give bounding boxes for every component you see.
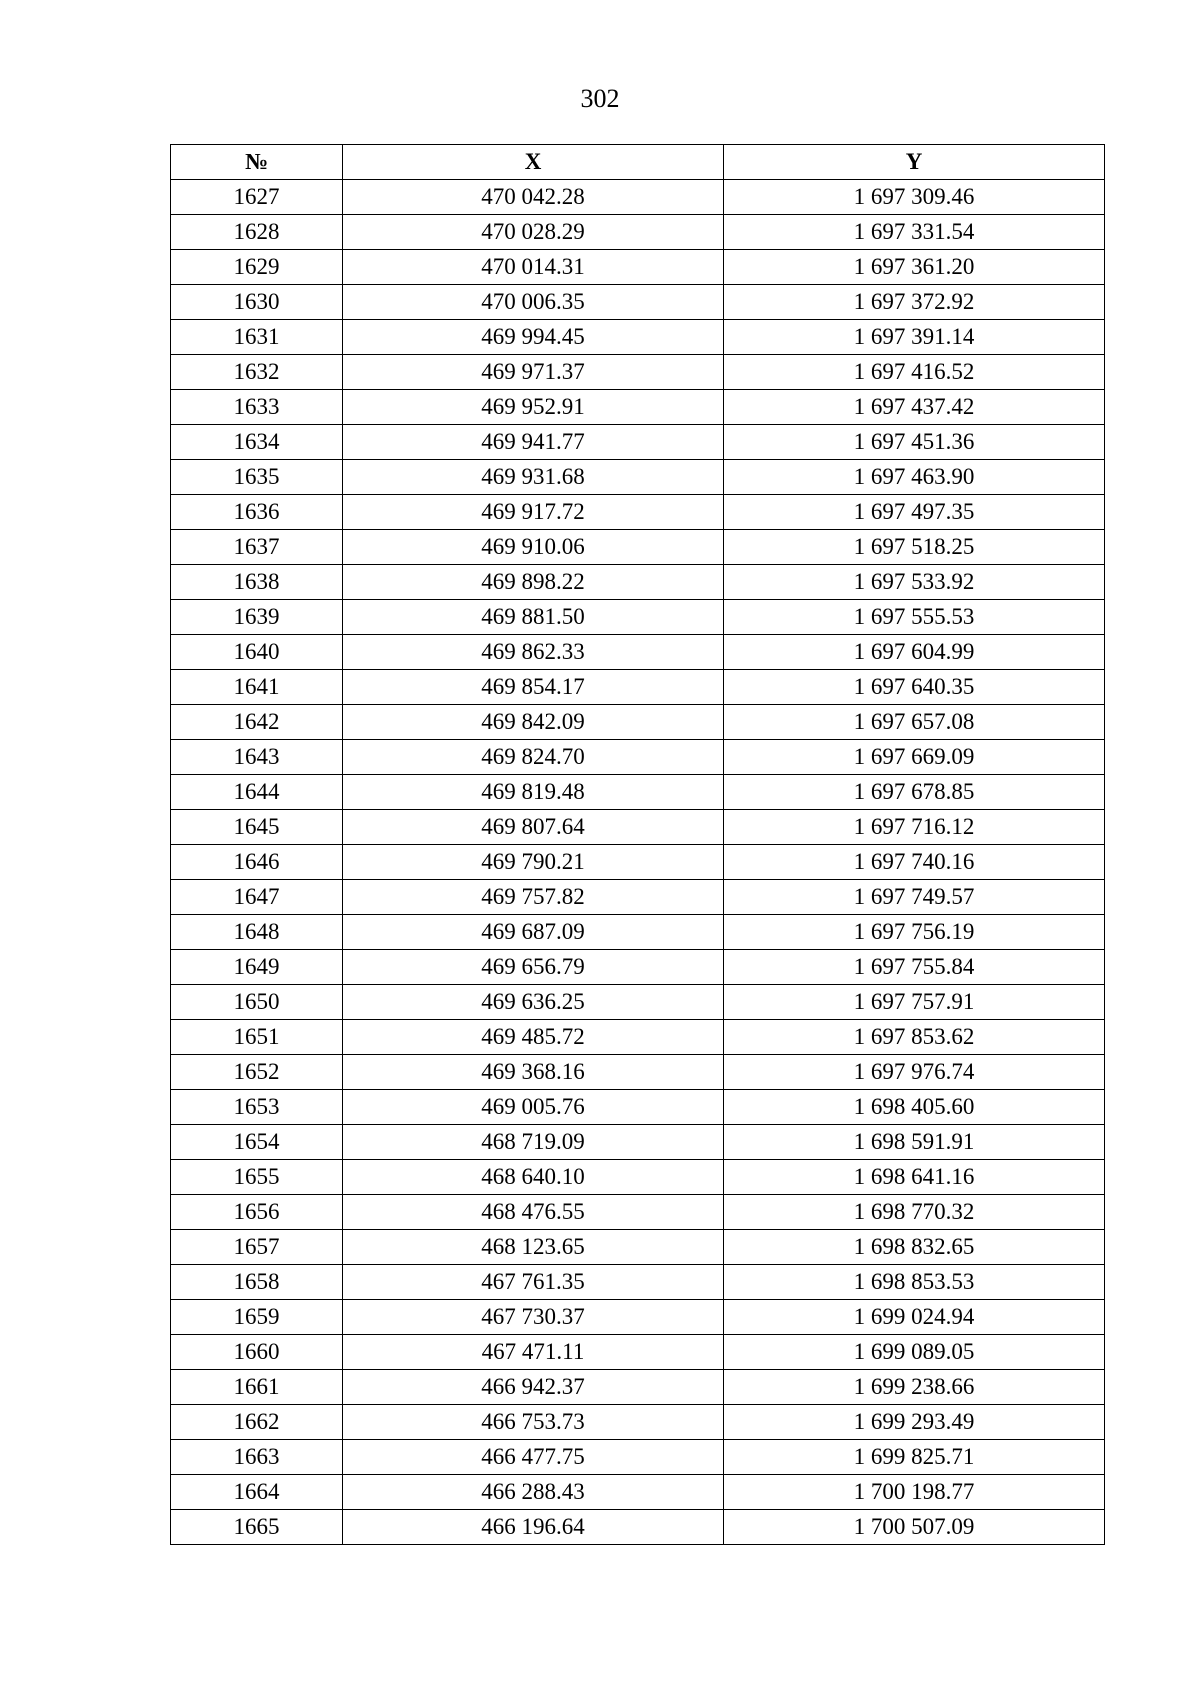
x-coordinate-cell: 469 368.16 (343, 1055, 724, 1090)
point-number-cell: 1654 (171, 1125, 343, 1160)
y-coordinate-cell: 1 697 757.91 (724, 985, 1105, 1020)
y-coordinate-cell: 1 697 451.36 (724, 425, 1105, 460)
table-row (171, 1300, 1105, 1335)
point-number-cell: 1659 (171, 1300, 343, 1335)
x-coordinate-cell: 469 898.22 (343, 565, 724, 600)
table-row (171, 880, 1105, 915)
x-coordinate-cell: 469 994.45 (343, 320, 724, 355)
y-coordinate-cell: 1 699 293.49 (724, 1405, 1105, 1440)
x-coordinate-cell: 469 854.17 (343, 670, 724, 705)
point-number-cell: 1633 (171, 390, 343, 425)
point-number-cell: 1630 (171, 285, 343, 320)
table-row (171, 495, 1105, 530)
y-coordinate-cell: 1 697 853.62 (724, 1020, 1105, 1055)
y-coordinate-cell: 1 697 749.57 (724, 880, 1105, 915)
table-row (171, 460, 1105, 495)
point-number-cell: 1658 (171, 1265, 343, 1300)
point-number-cell: 1650 (171, 985, 343, 1020)
y-coordinate-cell: 1 697 604.99 (724, 635, 1105, 670)
table-row (171, 845, 1105, 880)
point-number-cell: 1640 (171, 635, 343, 670)
point-number-cell: 1632 (171, 355, 343, 390)
x-coordinate-cell: 470 028.29 (343, 215, 724, 250)
x-coordinate-cell: 466 196.64 (343, 1510, 724, 1545)
y-coordinate-cell: 1 698 832.65 (724, 1230, 1105, 1265)
table-row (171, 285, 1105, 320)
x-coordinate-cell: 469 656.79 (343, 950, 724, 985)
y-coordinate-cell: 1 697 640.35 (724, 670, 1105, 705)
point-number-cell: 1660 (171, 1335, 343, 1370)
point-number-cell: 1655 (171, 1160, 343, 1195)
point-number-cell: 1638 (171, 565, 343, 600)
y-coordinate-cell: 1 697 756.19 (724, 915, 1105, 950)
table-row (171, 530, 1105, 565)
point-number-cell: 1657 (171, 1230, 343, 1265)
x-coordinate-cell: 469 931.68 (343, 460, 724, 495)
point-number-cell: 1651 (171, 1020, 343, 1055)
y-coordinate-cell: 1 698 770.32 (724, 1195, 1105, 1230)
point-number-cell: 1636 (171, 495, 343, 530)
table-row (171, 355, 1105, 390)
y-coordinate-cell: 1 697 331.54 (724, 215, 1105, 250)
table-row (171, 1020, 1105, 1055)
table-row (171, 775, 1105, 810)
point-number-cell: 1653 (171, 1090, 343, 1125)
point-number-cell: 1665 (171, 1510, 343, 1545)
table-row (171, 215, 1105, 250)
header-x: X (343, 145, 724, 180)
y-coordinate-cell: 1 697 976.74 (724, 1055, 1105, 1090)
x-coordinate-cell: 467 730.37 (343, 1300, 724, 1335)
x-coordinate-cell: 469 757.82 (343, 880, 724, 915)
table-row (171, 250, 1105, 285)
point-number-cell: 1652 (171, 1055, 343, 1090)
point-number-cell: 1644 (171, 775, 343, 810)
table-row (171, 180, 1105, 215)
point-number-cell: 1662 (171, 1405, 343, 1440)
table-row (171, 1160, 1105, 1195)
x-coordinate-cell: 466 942.37 (343, 1370, 724, 1405)
table-row (171, 985, 1105, 1020)
point-number-cell: 1631 (171, 320, 343, 355)
table-row (171, 915, 1105, 950)
table-row (171, 1475, 1105, 1510)
y-coordinate-cell: 1 697 416.52 (724, 355, 1105, 390)
header-number: № (171, 145, 343, 180)
y-coordinate-cell: 1 697 669.09 (724, 740, 1105, 775)
table-row (171, 1125, 1105, 1160)
y-coordinate-cell: 1 697 309.46 (724, 180, 1105, 215)
table-row (171, 635, 1105, 670)
x-coordinate-cell: 469 842.09 (343, 705, 724, 740)
table-row (171, 950, 1105, 985)
y-coordinate-cell: 1 697 755.84 (724, 950, 1105, 985)
y-coordinate-cell: 1 697 518.25 (724, 530, 1105, 565)
x-coordinate-cell: 469 971.37 (343, 355, 724, 390)
x-coordinate-cell: 469 952.91 (343, 390, 724, 425)
x-coordinate-cell: 470 014.31 (343, 250, 724, 285)
y-coordinate-cell: 1 697 361.20 (724, 250, 1105, 285)
point-number-cell: 1645 (171, 810, 343, 845)
table-row (171, 670, 1105, 705)
point-number-cell: 1643 (171, 740, 343, 775)
point-number-cell: 1637 (171, 530, 343, 565)
table-row (171, 1230, 1105, 1265)
table-row (171, 425, 1105, 460)
y-coordinate-cell: 1 697 716.12 (724, 810, 1105, 845)
x-coordinate-cell: 469 790.21 (343, 845, 724, 880)
x-coordinate-cell: 469 807.64 (343, 810, 724, 845)
y-coordinate-cell: 1 698 853.53 (724, 1265, 1105, 1300)
x-coordinate-cell: 469 819.48 (343, 775, 724, 810)
y-coordinate-cell: 1 700 507.09 (724, 1510, 1105, 1545)
y-coordinate-cell: 1 697 740.16 (724, 845, 1105, 880)
header-y: Y (724, 145, 1105, 180)
table-header (171, 145, 1105, 180)
table-header-row (171, 145, 1105, 180)
x-coordinate-cell: 469 005.76 (343, 1090, 724, 1125)
x-coordinate-cell: 469 862.33 (343, 635, 724, 670)
table-row (171, 810, 1105, 845)
point-number-cell: 1647 (171, 880, 343, 915)
y-coordinate-cell: 1 698 641.16 (724, 1160, 1105, 1195)
point-number-cell: 1663 (171, 1440, 343, 1475)
point-number-cell: 1646 (171, 845, 343, 880)
point-number-cell: 1641 (171, 670, 343, 705)
y-coordinate-cell: 1 697 657.08 (724, 705, 1105, 740)
point-number-cell: 1628 (171, 215, 343, 250)
x-coordinate-cell: 469 881.50 (343, 600, 724, 635)
table-row (171, 600, 1105, 635)
x-coordinate-cell: 469 636.25 (343, 985, 724, 1020)
table-row (171, 705, 1105, 740)
table-body (171, 180, 1105, 1545)
table-row (171, 320, 1105, 355)
x-coordinate-cell: 470 042.28 (343, 180, 724, 215)
table-row (171, 1055, 1105, 1090)
x-coordinate-cell: 466 288.43 (343, 1475, 724, 1510)
point-number-cell: 1656 (171, 1195, 343, 1230)
x-coordinate-cell: 469 917.72 (343, 495, 724, 530)
y-coordinate-cell: 1 697 372.92 (724, 285, 1105, 320)
y-coordinate-cell: 1 697 533.92 (724, 565, 1105, 600)
table-row (171, 1440, 1105, 1475)
y-coordinate-cell: 1 697 391.14 (724, 320, 1105, 355)
table-row (171, 1335, 1105, 1370)
y-coordinate-cell: 1 699 089.05 (724, 1335, 1105, 1370)
y-coordinate-cell: 1 697 678.85 (724, 775, 1105, 810)
y-coordinate-cell: 1 698 405.60 (724, 1090, 1105, 1125)
table-row (171, 565, 1105, 600)
page-number: 302 (580, 84, 620, 113)
table-row (171, 1510, 1105, 1545)
point-number-cell: 1664 (171, 1475, 343, 1510)
table-row (171, 390, 1105, 425)
x-coordinate-cell: 468 640.10 (343, 1160, 724, 1195)
point-number-cell: 1639 (171, 600, 343, 635)
table-row (171, 1265, 1105, 1300)
point-number-cell: 1648 (171, 915, 343, 950)
x-coordinate-cell: 469 485.72 (343, 1020, 724, 1055)
y-coordinate-cell: 1 698 591.91 (724, 1125, 1105, 1160)
x-coordinate-cell: 466 753.73 (343, 1405, 724, 1440)
x-coordinate-cell: 467 471.11 (343, 1335, 724, 1370)
x-coordinate-cell: 469 941.77 (343, 425, 724, 460)
coordinates-table (170, 144, 1105, 1545)
y-coordinate-cell: 1 700 198.77 (724, 1475, 1105, 1510)
y-coordinate-cell: 1 697 437.42 (724, 390, 1105, 425)
table-row (171, 1405, 1105, 1440)
point-number-cell: 1661 (171, 1370, 343, 1405)
x-coordinate-cell: 469 910.06 (343, 530, 724, 565)
x-coordinate-cell: 468 123.65 (343, 1230, 724, 1265)
y-coordinate-cell: 1 697 555.53 (724, 600, 1105, 635)
point-number-cell: 1635 (171, 460, 343, 495)
x-coordinate-cell: 466 477.75 (343, 1440, 724, 1475)
y-coordinate-cell: 1 699 238.66 (724, 1370, 1105, 1405)
table-row (171, 1090, 1105, 1125)
x-coordinate-cell: 469 687.09 (343, 915, 724, 950)
y-coordinate-cell: 1 697 497.35 (724, 495, 1105, 530)
point-number-cell: 1627 (171, 180, 343, 215)
table-row (171, 1370, 1105, 1405)
x-coordinate-cell: 468 719.09 (343, 1125, 724, 1160)
x-coordinate-cell: 468 476.55 (343, 1195, 724, 1230)
point-number-cell: 1634 (171, 425, 343, 460)
point-number-cell: 1642 (171, 705, 343, 740)
y-coordinate-cell: 1 699 024.94 (724, 1300, 1105, 1335)
point-number-cell: 1629 (171, 250, 343, 285)
x-coordinate-cell: 467 761.35 (343, 1265, 724, 1300)
table-row (171, 740, 1105, 775)
point-number-cell: 1649 (171, 950, 343, 985)
y-coordinate-cell: 1 699 825.71 (724, 1440, 1105, 1475)
x-coordinate-cell: 470 006.35 (343, 285, 724, 320)
x-coordinate-cell: 469 824.70 (343, 740, 724, 775)
table-row (171, 1195, 1105, 1230)
y-coordinate-cell: 1 697 463.90 (724, 460, 1105, 495)
